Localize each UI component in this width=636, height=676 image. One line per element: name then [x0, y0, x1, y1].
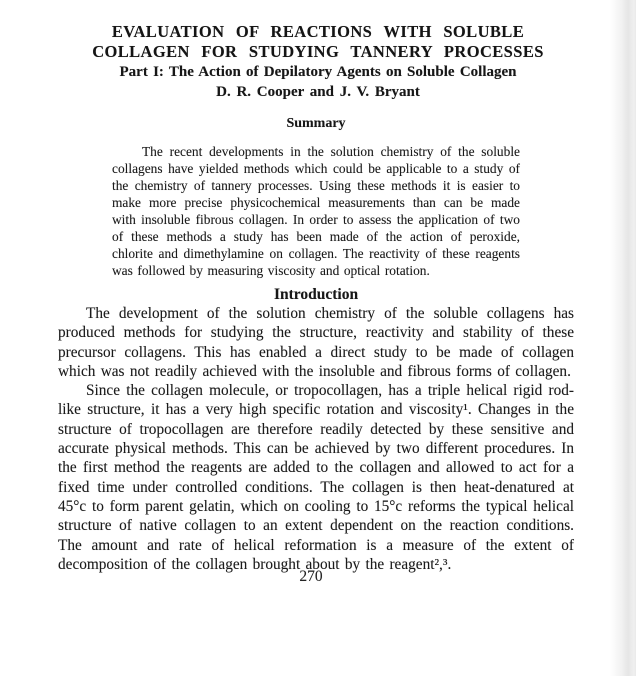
introduction-heading: Introduction [273, 286, 359, 303]
introduction-section [58, 285, 574, 574]
article-subtitle: Part I: The Action of Depilatory Agents on Soluble Collagen [119, 64, 517, 80]
article-title-line-1: EVALUATION OF REACTIONS WITH SOLUBLE [111, 22, 525, 41]
article-title-line-2: COLLAGEN FOR STUDYING TANNERY PROCESSES [92, 42, 544, 61]
article-authors: D. R. Cooper and J. V. Bryant [216, 84, 420, 100]
summary-heading: Summary [286, 116, 346, 131]
summary-section [112, 116, 520, 279]
introduction-paragraph-2: Since the collagen molecule, or tropocollagen, has a triple helical rigid rod-like structure, it has a very high specific rotation and viscosity¹. Changes in the structure of tropocollagen are therefore readily detected by these sensitive and accurate physical methods. This can be achieved by two different procedures. In the first method the reagents are added to the collagen and allowed to act for a fixed time under controlled conditions. The collagen is then heat-denatured at 45°c to form parent gelatin, which on cooling to 15°c reforms the typical helical structure of native collagen to an extent dependent on the reaction conditions. The amount and rate of helical reformation is a measure of the extent of decomposition of the collagen brought about by the reagent²,³. [58, 382, 574, 573]
page-number: 270 [299, 568, 323, 585]
introduction-paragraph-1: The development of the solution chemistry of the soluble collagens has produced methods for studying the structure, reactivity and stability of these precursor collagens. This has enabled a direct study to be made of collagen which was not readily achieved with the insoluble and fibrous forms of collagen. [58, 305, 574, 380]
article-header [0, 0, 636, 102]
summary-paragraph: The recent developments in the solution chemistry of the soluble collagens have yielded methods which could be applicable to a study of the chemistry of tannery processes. Using these methods it is easier to make more precise physicochemical measurements than can be made with insoluble fibrous collagen. In order to assess the application of two of these methods a study has been made of the action of peroxide, chlorite and dimethylamine on collagen. The reactivity of these reagents was followed by measuring viscosity and optical rotation. [112, 144, 520, 278]
